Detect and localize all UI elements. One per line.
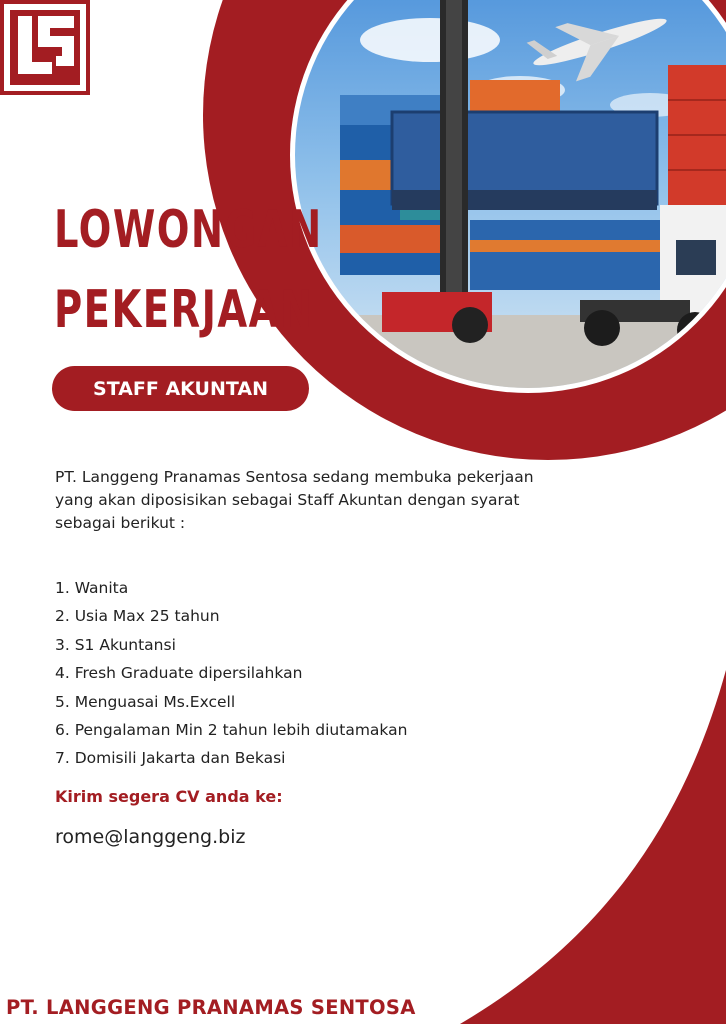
requirement-item: 3. S1 Akuntansi bbox=[55, 635, 176, 654]
requirement-item: 4. Fresh Graduate dipersilahkan bbox=[55, 664, 303, 683]
headline bbox=[54, 190, 323, 350]
requirements-list bbox=[55, 574, 407, 773]
position-badge: STAFF AKUNTAN bbox=[52, 366, 309, 411]
contact-email[interactable]: rome@langgeng.biz bbox=[55, 826, 246, 848]
red-corner-sweep bbox=[460, 670, 726, 1024]
requirement-item: 7. Domisili Jakarta dan Bekasi bbox=[55, 749, 286, 768]
requirement-item: 1. Wanita bbox=[55, 579, 129, 597]
cta-label: Kirim segera CV anda ke: bbox=[55, 787, 283, 806]
company-name-footer: PT. LANGGENG PRANAMAS SENTOSA bbox=[6, 996, 416, 1019]
requirement-item: 6. Pengalaman Min 2 tahun lebih diutamakan bbox=[55, 721, 408, 740]
headline-line-2: PEKERJAAN bbox=[54, 280, 314, 340]
requirement-item: 5. Menguasai Ms.Excell bbox=[55, 692, 236, 711]
company-logo bbox=[0, 0, 90, 95]
headline-line-1: LOWONGAN bbox=[54, 200, 323, 260]
intro-text: PT. Langgeng Pranamas Sentosa sedang membuka pekerjaan yang akan diposisikan sebagai Staff Akuntan dengan syarat sebagai berikut : bbox=[55, 468, 534, 532]
requirement-item: 2. Usia Max 25 tahun bbox=[55, 607, 220, 626]
